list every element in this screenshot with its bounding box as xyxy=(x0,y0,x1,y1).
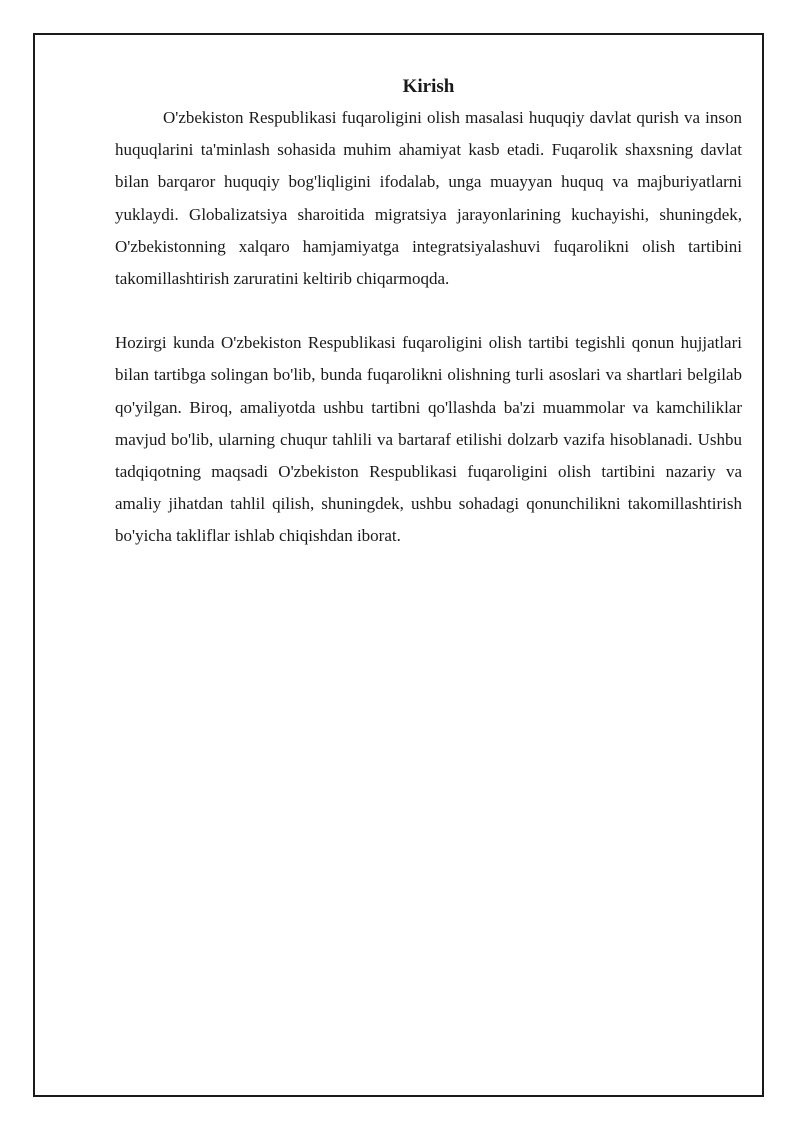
document-body xyxy=(115,74,742,553)
paragraph-spacer xyxy=(115,295,742,327)
paragraph-body: Hozirgi kunda O'zbekiston Respublikasi fuqaroligini olish tartibi tegishli qonun hujjatlari bilan tartibga solingan bo'lib, bunda fuqarolikni olishning turli asoslari va shartlari belgilab qo'yilgan. Biroq, amaliyotda ushbu tartibni qo'llashda ba'zi muammolar va kamchiliklar mavjud bo'lib, ularning chuqur tahlili va bartaraf etilishi dolzarb vazifa hisoblanadi. Ushbu tadqiqotning maqsadi O'zbekiston Respublikasi fuqaroligini olish tartibini nazariy va amaliy jihatdan tahlil qilish, shuningdek, ushbu sohadagi qonunchilikni takomillashtirish bo'yicha takliflar ishlab chiqishdan iborat. xyxy=(115,333,742,546)
document-title: Kirish xyxy=(402,76,455,97)
paragraph-intro: O'zbekiston Respublikasi fuqaroligini olish masalasi huquqiy davlat qurish va inson huquqlarini ta'minlash sohasida muhim ahamiyat kasb etadi. Fuqarolik shaxsning davlat bilan barqaror huquqiy bog'liqligini ifodalab, unga muayyan huquq va majburiyatlarni yuklaydi. Globalizatsiya sharoitida migratsiya jarayonlarining kuchayishi, shuningdek, O'zbekistonning xalqaro hamjamiyatga integratsiyalashuvi fuqarolikni olish tartibini takomillashtirish zaruratini keltirib chiqarmoqda. xyxy=(115,108,742,289)
